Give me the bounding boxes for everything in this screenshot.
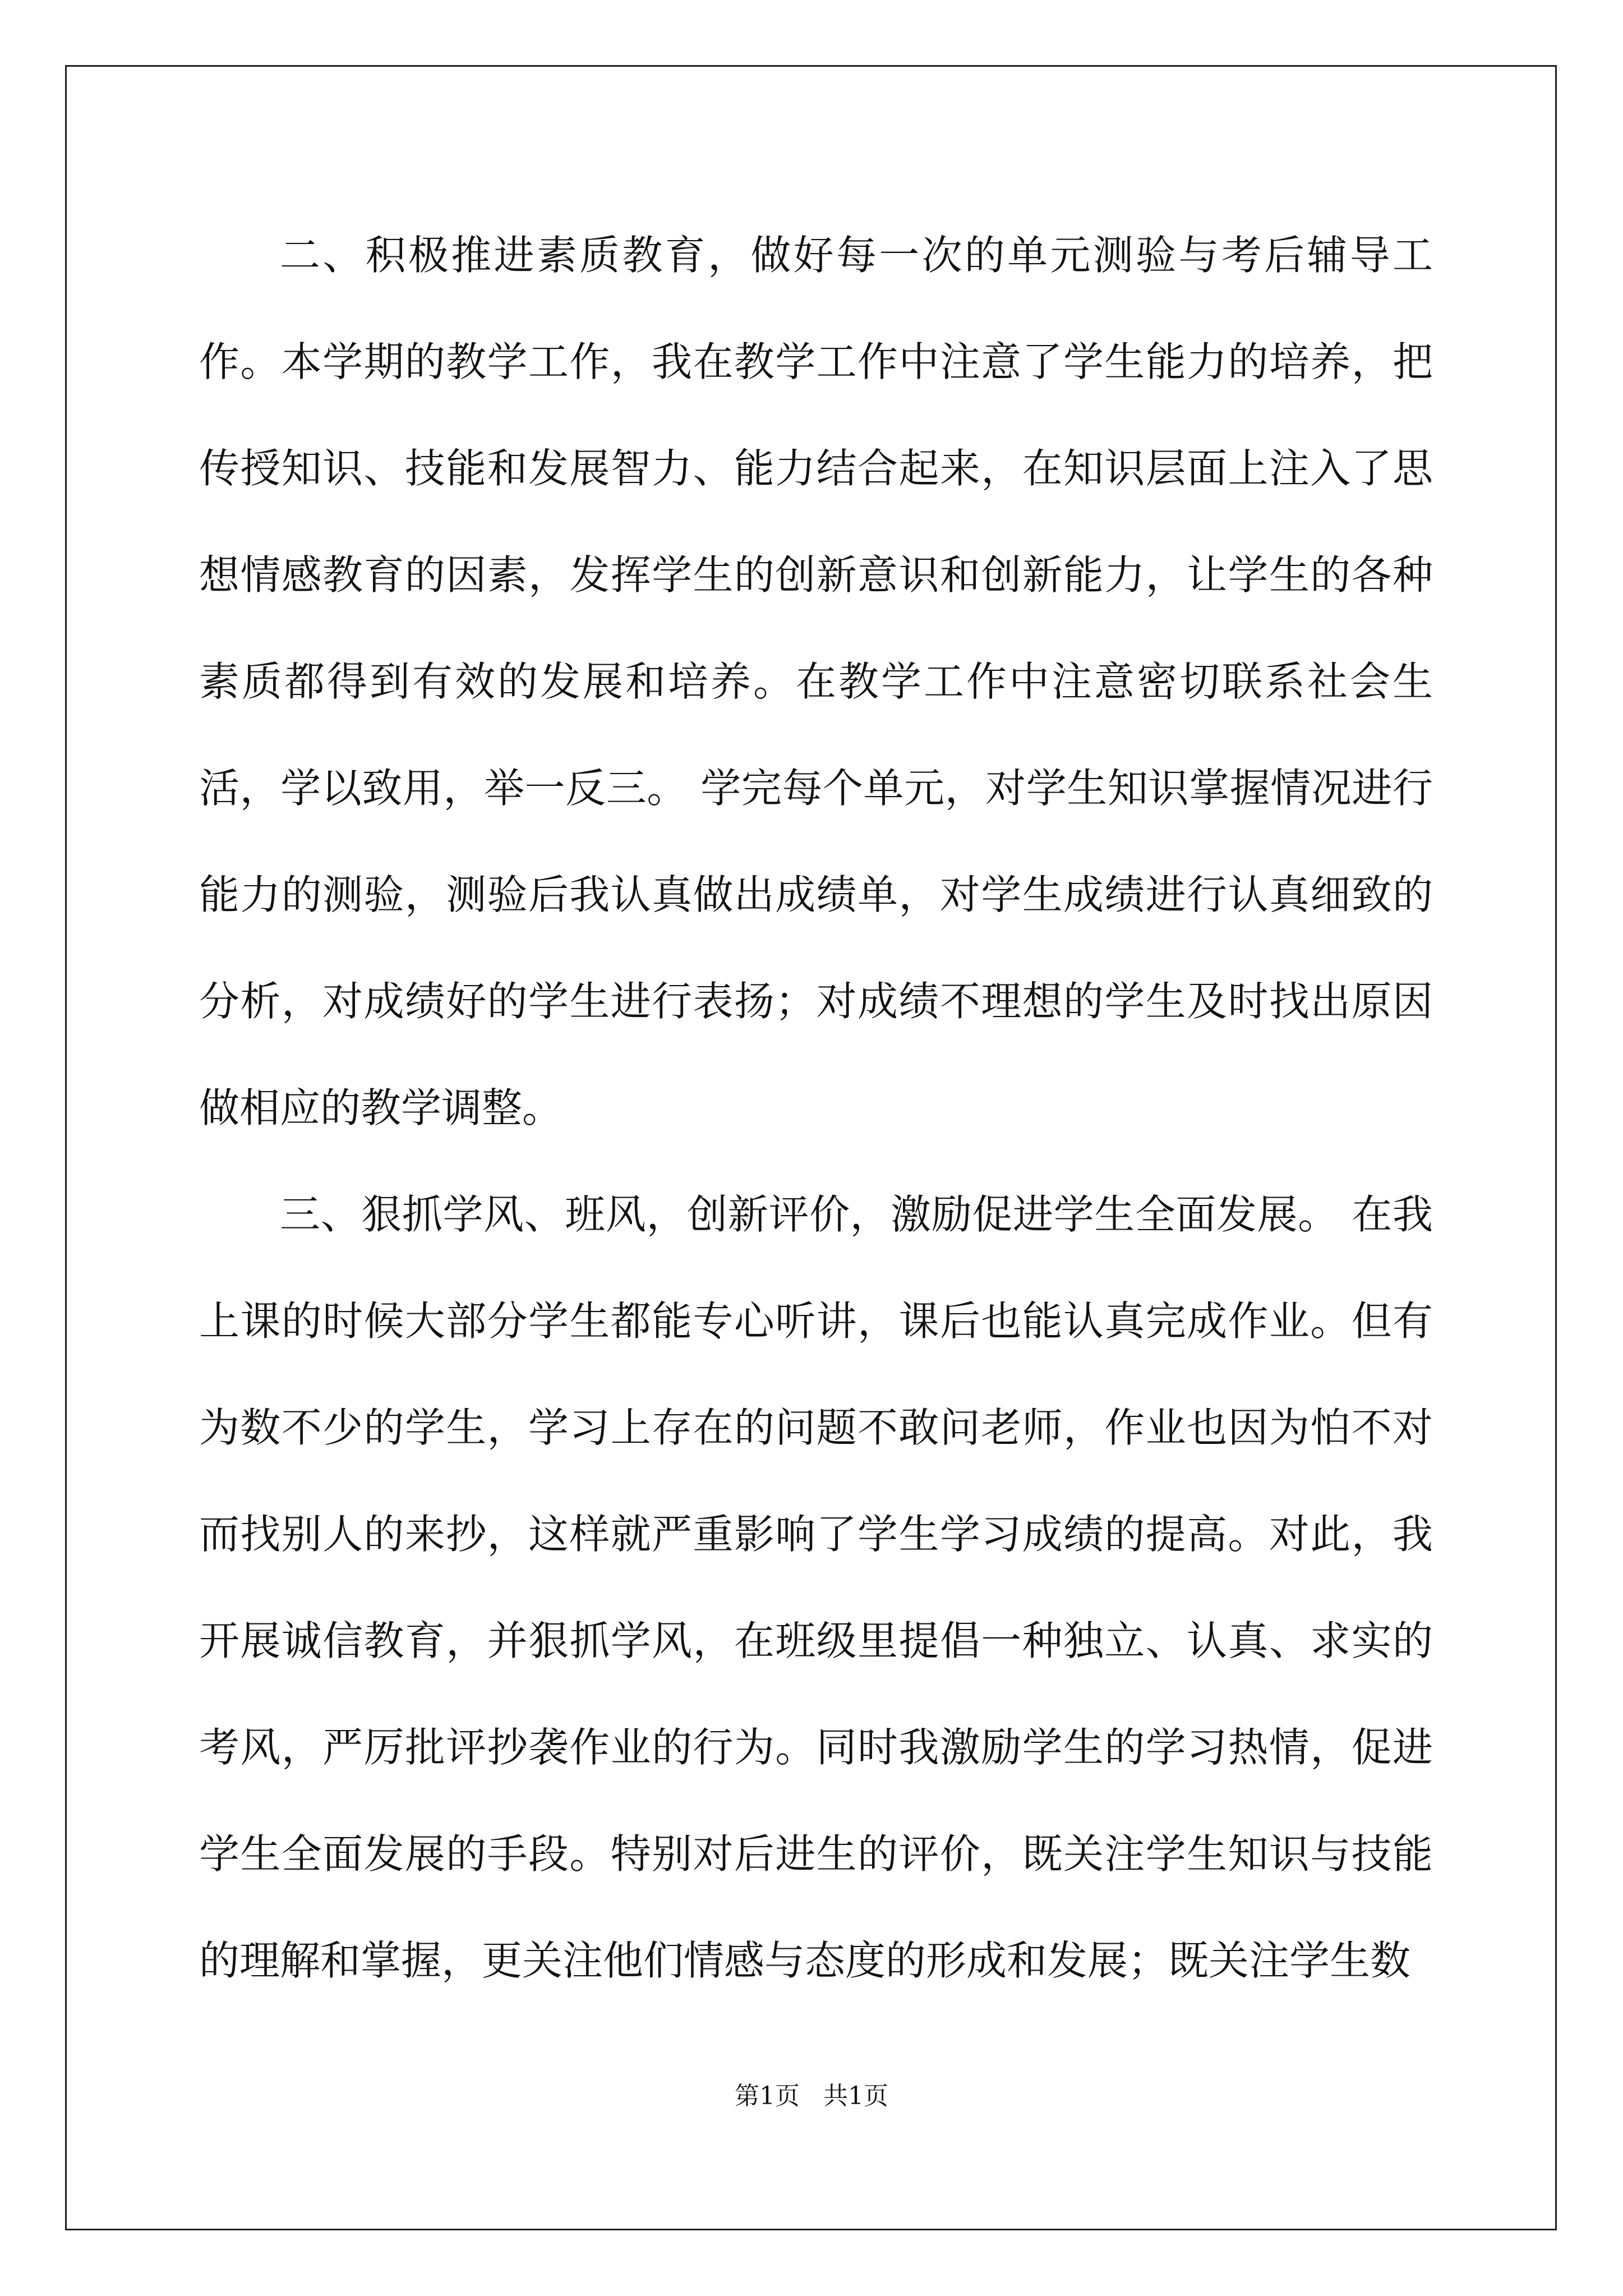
paragraph-section-2: 二、积极推进素质教育，做好每一次的单元测验与考后辅导工作。本学期的教学工作，我在教学工作中注意了学生能力的培养，把传授知识、技能和发展智力、能力结合起来，在知识层面上注入了思想情感教育的因素，发挥学生的创新意识和创新能力，让学生的各种素质都得到有效的发展和培养。在教学工作中注意密切联系社会生活，学以致用，举一反三。 学完每个单元，对学生知识掌握情况进行能力的测验，测验后我认真做出成绩单，对学生成绩进行认真细致的分析，对成绩好的学生进行表扬；对成绩不理想的学生及时找出原因做相应的教学调整。 [199, 232, 1433, 1131]
paragraph-section-3: 三、狠抓学风、班风，创新评价，激励促进学生全面发展。 在我上课的时候大部分学生都能专心听讲，课后也能认真完成作业。但有为数不少的学生，学习上存在的问题不敢问老师，作业也因为怕不对而找别人的来抄，这样就严重影响了学生学习成绩的提高。对此，我开展诚信教育，并狠抓学风，在班级里提倡一种独立、认真、求实的考风，严厉批评抄袭作业的行为。同时我激励学生的学习热情，促进学生全面发展的手段。特别对后进生的评价，既关注学生知识与技能的理解和掌握，更关注他们情感与态度的形成和发展；既关注学生数 [199, 1191, 1433, 1984]
page-footer: 第1页 共1页 [735, 2082, 888, 2110]
document-body [199, 202, 1433, 2014]
